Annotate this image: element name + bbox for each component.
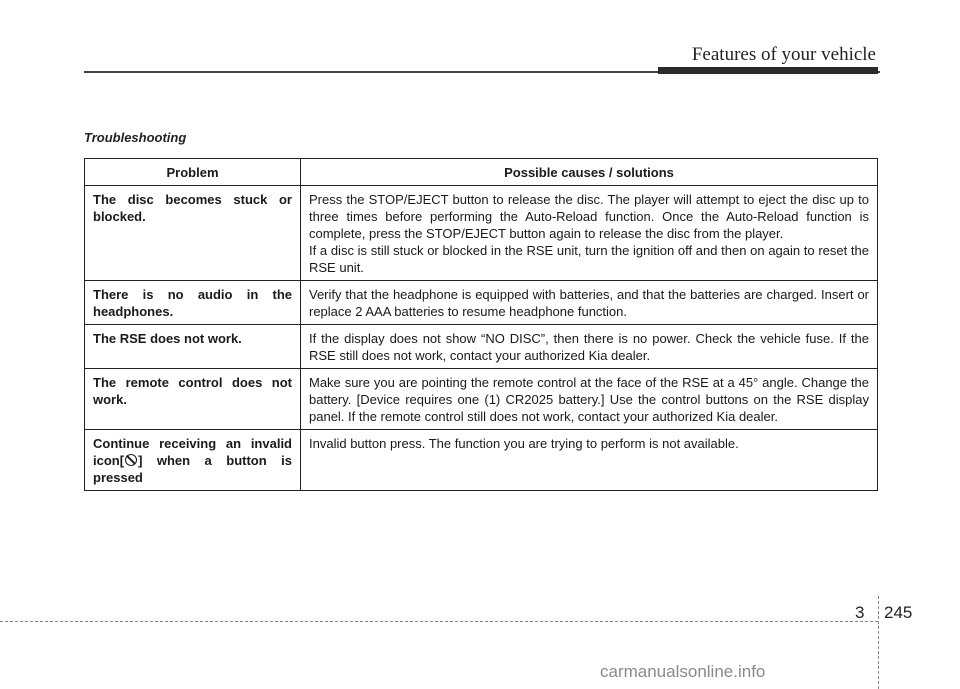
problem-cell: The disc becomes stuck or blocked.	[85, 186, 301, 281]
solution-cell	[301, 430, 878, 491]
no-entry-icon	[125, 454, 137, 466]
section-title: Troubleshooting	[84, 130, 187, 145]
solution-cell	[301, 186, 878, 281]
solution-line: Invalid button press. The function you are trying to perform is not available.	[309, 436, 739, 451]
table-row	[85, 369, 878, 430]
problem-cell: There is no audio in the headphones.	[85, 281, 301, 325]
column-header-problem: Problem	[85, 159, 301, 186]
problem-cell: The remote control does not work.	[85, 369, 301, 430]
table-row	[85, 281, 878, 325]
table-header-row	[85, 159, 878, 186]
solution-line: If the display does not show “NO DISC”, then there is no power. Check the vehicle fuse. If the RSE still does not work, contact your authorized Kia dealer.	[309, 331, 869, 363]
column-header-solutions: Possible causes / solutions	[301, 159, 878, 186]
solution-line: Verify that the headphone is equipped with batteries, and that the batteries are charged. Insert or replace 2 AAA batteries to resume headphone function.	[309, 287, 869, 319]
troubleshooting-table	[84, 158, 878, 491]
header-accent-bar	[658, 67, 878, 74]
problem-cell: The RSE does not work.	[85, 325, 301, 369]
solution-line: If a disc is still stuck or blocked in the RSE unit, turn the ignition off and then on again to reset the RSE unit.	[309, 243, 869, 275]
solution-cell	[301, 281, 878, 325]
solution-line: Make sure you are pointing the remote control at the face of the RSE at a 45° angle. Change the battery. [Device requires one (1) CR2025 battery.] Use the control buttons on the RSE display panel. If the remote control still does not work, contact your authorized Kia dealer.	[309, 375, 869, 424]
chapter-number: 3	[855, 603, 865, 622]
problem-text-after-icon: ] when a button is pressed	[93, 453, 292, 485]
header-title: Features of your vehicle	[691, 44, 876, 65]
table-row	[85, 186, 878, 281]
problem-text-before-icon: Continue receiving an invalid icon[	[93, 436, 292, 468]
solution-cell	[301, 325, 878, 369]
table-row	[85, 430, 878, 491]
page-number: 245	[884, 603, 913, 622]
solution-line: Press the STOP/EJECT button to release the disc. The player will attempt to eject the disc up to three times before performing the Auto-Reload function. Once the Auto-Reload function is complete, press the STOP/EJECT button again to release the disc from the player.	[309, 192, 869, 241]
watermark: carmanualsonline.info	[600, 662, 766, 681]
problem-cell	[85, 430, 301, 491]
footer-divider	[878, 596, 879, 689]
footer-rule	[0, 621, 878, 622]
solution-cell	[301, 369, 878, 430]
table-row	[85, 325, 878, 369]
